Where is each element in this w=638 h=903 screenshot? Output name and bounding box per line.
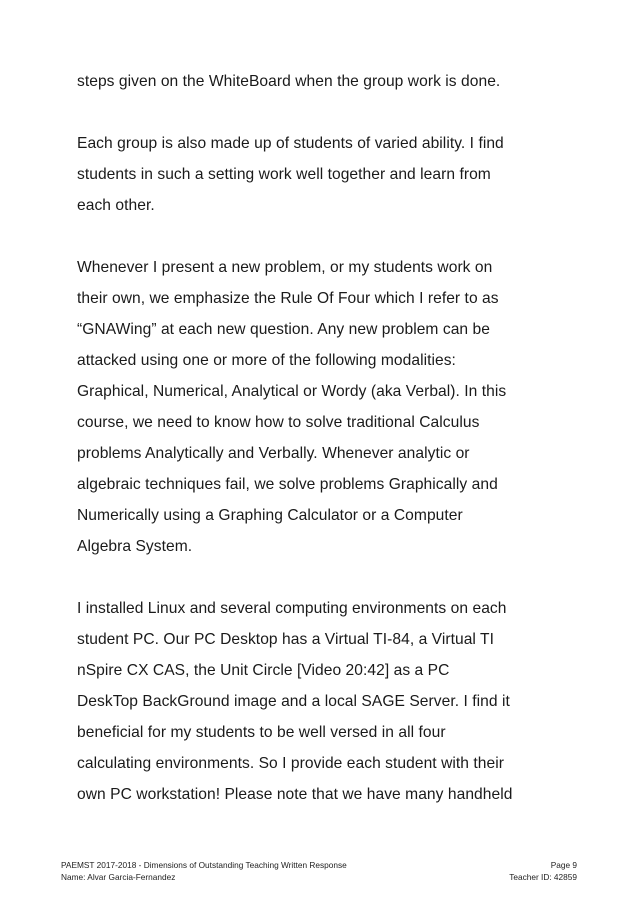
text-line: calculating environments. So I provide each student with their xyxy=(77,755,504,772)
text-line: Graphical, Numerical, Analytical or Wordy (aka Verbal). In this xyxy=(77,383,507,400)
text-line: steps given on the WhiteBoard when the group work is done. xyxy=(77,73,501,90)
page-footer-second-line xyxy=(61,872,577,883)
text-line: student PC. Our PC Desktop has a Virtual TI-84, a Virtual TI xyxy=(77,631,495,648)
text-line: “GNAWing” at each new question. Any new problem can be xyxy=(77,321,490,338)
page-footer xyxy=(61,860,577,871)
footer-author-name: Name: Alvar Garcia-Fernandez xyxy=(61,872,176,882)
text-line: algebraic techniques fail, we solve problems Graphically and xyxy=(77,476,498,493)
text-line: course, we need to know how to solve traditional Calculus xyxy=(77,414,480,431)
text-line: Each group is also made up of students of varied ability. I find xyxy=(77,135,504,152)
text-line: Algebra System. xyxy=(77,538,193,555)
text-line: nSpire CX CAS, the Unit Circle [Video 20:42] as a PC xyxy=(77,662,450,679)
footer-document-title: PAEMST 2017-2018 - Dimensions of Outstanding Teaching Written Response xyxy=(61,860,347,870)
text-line: Numerically using a Graphing Calculator or a Computer xyxy=(77,507,463,524)
text-line: own PC workstation! Please note that we have many handheld xyxy=(77,786,513,803)
footer-page-number: Page 9 xyxy=(550,860,577,870)
paragraph xyxy=(77,128,577,221)
text-line: problems Analytically and Verbally. Whenever analytic or xyxy=(77,445,470,462)
paragraph xyxy=(77,66,577,97)
paragraph xyxy=(77,252,577,562)
paragraph xyxy=(77,593,577,810)
text-line: their own, we emphasize the Rule Of Four which I refer to as xyxy=(77,290,499,307)
text-line: attacked using one or more of the following modalities: xyxy=(77,352,456,369)
text-line: students in such a setting work well together and learn from xyxy=(77,166,491,183)
text-line: beneficial for my students to be well versed in all four xyxy=(77,724,446,741)
text-line: each other. xyxy=(77,197,155,214)
text-line: Whenever I present a new problem, or my students work on xyxy=(77,259,493,276)
document-body xyxy=(77,66,577,841)
text-line: DeskTop BackGround image and a local SAGE Server. I find it xyxy=(77,693,510,710)
footer-teacher-id: Teacher ID: 42859 xyxy=(509,872,577,882)
text-line: I installed Linux and several computing environments on each xyxy=(77,600,507,617)
